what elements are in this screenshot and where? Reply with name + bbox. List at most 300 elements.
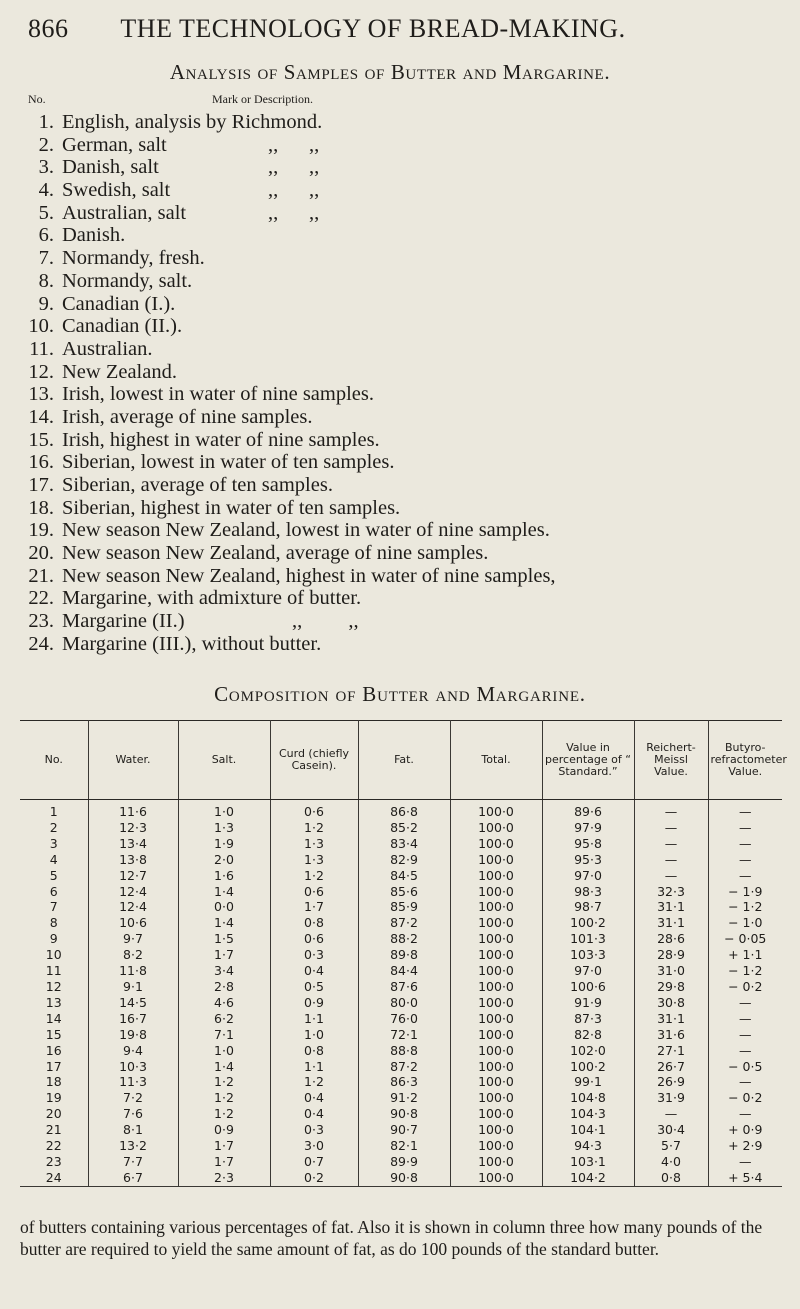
sample-list-item <box>20 542 780 565</box>
table-cell: 0·4 <box>270 1106 358 1122</box>
sample-list <box>20 111 780 656</box>
table-cell: 2·8 <box>178 979 270 995</box>
table-cell: — <box>739 1153 752 1169</box>
sample-description: Canadian (I.). <box>62 292 176 315</box>
table-cell: 4·6 <box>178 995 270 1011</box>
column-header: Butyro-refractometer Value. <box>708 721 782 800</box>
table-cell: 1·7 <box>270 899 358 915</box>
table-cell: 10·3 <box>88 1059 178 1075</box>
table-header-row <box>20 721 782 800</box>
table-cell: 100·0 <box>450 1011 542 1027</box>
table-cell: 0·6 <box>270 884 358 900</box>
table-cell: 1·9 <box>178 836 270 852</box>
table-cell: 1·6 <box>178 868 270 884</box>
sample-list-item <box>20 406 780 429</box>
table-row <box>20 868 782 884</box>
table-cell: 11 <box>20 963 88 979</box>
table-cell: 100·0 <box>450 899 542 915</box>
table-cell: 5·7 <box>634 1138 708 1154</box>
table-cell: 7·2 <box>88 1090 178 1106</box>
sample-number: 11. <box>29 337 54 360</box>
table-cell: 21 <box>20 1122 88 1138</box>
table-cell: 12 <box>20 979 88 995</box>
column-header: Water. <box>88 721 178 800</box>
table-cell: 82·1 <box>358 1138 450 1154</box>
table-cell: 2·0 <box>178 852 270 868</box>
table-row <box>20 1011 782 1027</box>
table-row <box>20 836 782 852</box>
sample-list-item <box>20 519 780 542</box>
sample-number: 22. <box>28 587 54 610</box>
table-cell: 91·2 <box>358 1090 450 1106</box>
table-cell: 83·4 <box>358 836 450 852</box>
sample-number: 24. <box>28 632 54 655</box>
table-cell: 7·7 <box>88 1154 178 1170</box>
ditto-marks: ,, ,, <box>268 156 320 179</box>
table-cell: 9·1 <box>88 979 178 995</box>
sample-description: Margarine (II.) <box>62 610 185 633</box>
sample-description: New season New Zealand, highest in water of nine samples, <box>62 564 556 587</box>
table-cell: 100·0 <box>450 1043 542 1059</box>
table-cell: 6·7 <box>88 1170 178 1186</box>
sample-description: Irish, lowest in water of nine samples. <box>62 383 374 406</box>
page-number: 866 <box>28 14 69 43</box>
table-cell: 12·4 <box>88 884 178 900</box>
table-cell: — <box>739 851 752 867</box>
table-cell: 9 <box>20 931 88 947</box>
table-cell: 9·7 <box>88 931 178 947</box>
sample-description: English, analysis by Richmond. <box>62 111 323 133</box>
table-cell: 8·1 <box>88 1122 178 1138</box>
table-cell: 29·8 <box>634 979 708 995</box>
sample-list-item <box>20 179 780 202</box>
footer-paragraph: of butters containing various percentages of fat. Also it is shown in column three how many pounds of the butter are required to yield the same amount of fat, as do 100 pounds of the standard butter. <box>20 1217 763 1259</box>
table-cell: 76·0 <box>358 1011 450 1027</box>
table-cell: 1·0 <box>178 1043 270 1059</box>
table-cell: 31·9 <box>634 1090 708 1106</box>
table-cell: − 0·5 <box>728 1058 763 1074</box>
table-cell: 2 <box>20 820 88 836</box>
table-cell: 12·7 <box>88 868 178 884</box>
table-row <box>20 1138 782 1154</box>
table-cell: 0·3 <box>270 947 358 963</box>
sample-description: Normandy, fresh. <box>62 247 205 270</box>
table-cell: 24 <box>20 1170 88 1186</box>
table-cell: 15 <box>20 1027 88 1043</box>
table-cell: — <box>634 852 708 868</box>
table-cell: 1·7 <box>178 1154 270 1170</box>
table-cell: 101·3 <box>542 931 634 947</box>
sample-number: 14. <box>28 405 54 428</box>
sample-list-item <box>20 497 780 520</box>
table-cell: − 1·2 <box>728 899 763 915</box>
column-header: Value in percentage of “ Standard.” <box>542 721 634 800</box>
table-cell: 1·2 <box>270 820 358 836</box>
table-row <box>20 1043 782 1059</box>
table-cell: 98·7 <box>542 899 634 915</box>
table-cell: 91·9 <box>542 995 634 1011</box>
table-cell: 95·8 <box>542 836 634 852</box>
table-cell: 85·6 <box>358 884 450 900</box>
table-cell: 0·9 <box>178 1122 270 1138</box>
table-cell: 100·0 <box>450 884 542 900</box>
table-cell: + 0·9 <box>728 1122 763 1138</box>
table-cell: + 5·4 <box>708 1170 782 1186</box>
table-cell: — <box>634 868 708 884</box>
sample-number: 6. <box>38 224 54 247</box>
sample-description: Danish. <box>62 224 126 247</box>
sample-description: Australian. <box>62 337 153 360</box>
table-row <box>20 884 782 900</box>
table-cell: 0·9 <box>270 995 358 1011</box>
table-cell: 1·2 <box>178 1106 270 1122</box>
table-cell: 20 <box>20 1106 88 1122</box>
table-cell: − 1·9 <box>728 883 763 899</box>
table-cell: 12·4 <box>88 899 178 915</box>
table-cell: 19 <box>20 1090 88 1106</box>
table-cell: − 0·2 <box>728 1090 763 1106</box>
sample-number: 20. <box>28 542 54 565</box>
table-cell: — <box>739 1010 752 1026</box>
sample-number: 19. <box>28 519 54 542</box>
table-cell: 100·0 <box>450 1074 542 1090</box>
table-cell: — <box>739 819 752 835</box>
table-cell: 100·0 <box>450 915 542 931</box>
table-row <box>20 899 782 915</box>
column-header: Curd (chiefly Casein). <box>270 721 358 800</box>
table-cell: 6·2 <box>178 1011 270 1027</box>
table-cell: 80·0 <box>358 995 450 1011</box>
table-row <box>20 931 782 947</box>
table-cell: 100·0 <box>450 1154 542 1170</box>
table-cell: 16·7 <box>88 1011 178 1027</box>
table-cell: 87·6 <box>358 979 450 995</box>
table-cell: 1·4 <box>178 884 270 900</box>
table-cell: 90·7 <box>358 1122 450 1138</box>
table-row <box>20 915 782 931</box>
ditto-marks: ,, ,, <box>268 201 320 224</box>
table-cell: 19·8 <box>88 1027 178 1043</box>
table-cell: 100·0 <box>450 947 542 963</box>
table-cell: 4 <box>20 852 88 868</box>
table-cell: 31·1 <box>634 1011 708 1027</box>
sample-number: 9. <box>38 292 54 315</box>
table-cell: − 1·2 <box>728 963 763 979</box>
table-cell: 100·0 <box>450 1122 542 1138</box>
table-cell: 1·1 <box>270 1059 358 1075</box>
table-cell: — <box>739 1026 752 1042</box>
table-cell: 13·8 <box>88 852 178 868</box>
sample-list-item <box>20 202 780 225</box>
column-header: No. <box>20 721 88 800</box>
table-cell: — <box>634 836 708 852</box>
sample-list-item <box>20 383 780 406</box>
table-cell: 0·8 <box>270 1043 358 1059</box>
table-cell: 10·6 <box>88 915 178 931</box>
table-cell: — <box>634 800 708 820</box>
sample-list-item <box>20 247 780 270</box>
table-row <box>20 1154 782 1170</box>
table-cell: 104·3 <box>542 1106 634 1122</box>
table-cell: 1·7 <box>178 1138 270 1154</box>
table-cell: 0·8 <box>270 915 358 931</box>
table-cell: 95·3 <box>542 852 634 868</box>
sample-number: 13. <box>28 383 54 406</box>
table-cell: 30·4 <box>634 1122 708 1138</box>
table-cell: 100·0 <box>450 1059 542 1075</box>
table-cell: 3·4 <box>178 963 270 979</box>
sample-description: Siberian, highest in water of ten samples. <box>62 496 401 519</box>
sample-number: 2. <box>38 133 54 156</box>
sample-list-item <box>20 565 780 588</box>
table-cell: 87·2 <box>358 915 450 931</box>
table-cell: 7·1 <box>178 1027 270 1043</box>
table-cell: 100·2 <box>542 915 634 931</box>
section-title: Analysis of Samples of Butter and Margarine. <box>169 60 611 84</box>
table-cell: 100·0 <box>450 1090 542 1106</box>
table-cell: 1·0 <box>178 800 270 820</box>
table-cell: 87·2 <box>358 1059 450 1075</box>
table-cell: 1·3 <box>270 852 358 868</box>
table-cell: 17 <box>20 1059 88 1075</box>
table-cell: 84·4 <box>358 963 450 979</box>
table-cell: — <box>739 1106 752 1122</box>
table-cell: 14·5 <box>88 995 178 1011</box>
table-row <box>20 1106 782 1122</box>
sample-list-item <box>20 134 780 157</box>
table-cell: 94·3 <box>542 1138 634 1154</box>
table-cell: 30·8 <box>634 995 708 1011</box>
ditto-marks: ,, ,, <box>268 133 320 156</box>
sample-description: New Zealand. <box>62 360 177 383</box>
sample-number: 18. <box>28 496 54 519</box>
table-row <box>20 979 782 995</box>
sample-list-item <box>20 270 780 293</box>
table-cell: 2·3 <box>178 1170 270 1186</box>
table-cell: 100·0 <box>450 836 542 852</box>
table-cell: 3·0 <box>270 1138 358 1154</box>
table-cell: 1·2 <box>270 868 358 884</box>
table-row <box>20 1122 782 1138</box>
table-cell: 1·4 <box>178 915 270 931</box>
table-cell: 98·3 <box>542 884 634 900</box>
sample-list-item <box>20 587 780 610</box>
table-cell: 7 <box>20 899 88 915</box>
table-cell: 14 <box>20 1011 88 1027</box>
table-cell: 11·8 <box>88 963 178 979</box>
table-cell: 97·9 <box>542 820 634 836</box>
table-cell: + 2·9 <box>728 1138 763 1154</box>
sample-description: New season New Zealand, average of nine samples. <box>62 542 489 565</box>
table-cell: 31·0 <box>634 963 708 979</box>
sample-number: 3. <box>38 156 54 179</box>
table-cell: 0·3 <box>270 1122 358 1138</box>
sample-number: 7. <box>38 247 54 270</box>
table-cell: 90·8 <box>358 1170 450 1186</box>
composition-table <box>20 720 787 1187</box>
table-row <box>20 800 782 820</box>
table-cell: — <box>739 1074 752 1090</box>
table-cell: 104·8 <box>542 1090 634 1106</box>
table-cell: 0·8 <box>634 1170 708 1186</box>
table-cell: 89·8 <box>358 947 450 963</box>
table-cell: 23 <box>20 1154 88 1170</box>
ditto-marks: ,, ,, <box>268 179 320 202</box>
column-header: Salt. <box>178 721 270 800</box>
table-cell: 100·0 <box>450 979 542 995</box>
table-cell: 26·9 <box>634 1074 708 1090</box>
table-row <box>20 995 782 1011</box>
composition-table-wrapper <box>20 720 787 1188</box>
table-cell: 88·2 <box>358 931 450 947</box>
table-cell: 1·2 <box>178 1090 270 1106</box>
table-cell: 97·0 <box>542 963 634 979</box>
table-cell: 84·5 <box>358 868 450 884</box>
table-cell: 82·8 <box>542 1027 634 1043</box>
table-cell: 1·2 <box>270 1074 358 1090</box>
table-cell: 90·8 <box>358 1106 450 1122</box>
sample-description: Australian, salt <box>62 201 187 224</box>
table-cell: 1·4 <box>178 1059 270 1075</box>
table-cell: 0·4 <box>270 963 358 979</box>
sample-description: Margarine, with admixture of butter. <box>62 587 362 610</box>
table-cell: 12·3 <box>88 820 178 836</box>
sample-description: Canadian (II.). <box>62 315 183 338</box>
table-cell: 86·3 <box>358 1074 450 1090</box>
table-cell: 1·2 <box>178 1074 270 1090</box>
table-cell: 100·0 <box>450 1027 542 1043</box>
table-cell: 104·2 <box>542 1170 634 1186</box>
sample-list-item <box>20 610 780 633</box>
table-cell: 103·3 <box>542 947 634 963</box>
sample-number: 4. <box>38 179 54 202</box>
sample-number: 8. <box>38 269 54 292</box>
column-header: Fat. <box>358 721 450 800</box>
table-row <box>20 1059 782 1075</box>
table-cell: 16 <box>20 1043 88 1059</box>
sample-number: 5. <box>38 201 54 224</box>
ditto-marks: ,, ,, <box>292 610 359 633</box>
table-cell: 100·0 <box>450 868 542 884</box>
table-cell: 13 <box>20 995 88 1011</box>
sample-list-item <box>20 451 780 474</box>
table-cell: 7·6 <box>88 1106 178 1122</box>
table-cell: 100·0 <box>450 852 542 868</box>
table-row <box>20 947 782 963</box>
sample-description: Irish, average of nine samples. <box>62 405 313 428</box>
sample-number: 12. <box>28 360 54 383</box>
sample-number: 21. <box>28 564 54 587</box>
table-cell: 1·7 <box>178 947 270 963</box>
table-cell: 10 <box>20 947 88 963</box>
table-cell: 0·5 <box>270 979 358 995</box>
table-row <box>20 820 782 836</box>
table-cell: 85·2 <box>358 820 450 836</box>
table-cell: — <box>739 1042 752 1058</box>
table-cell: 13·4 <box>88 836 178 852</box>
sample-list-item <box>20 633 780 656</box>
table-cell: 4·0 <box>634 1154 708 1170</box>
table-cell: 1 <box>20 800 88 820</box>
table-cell: 100·0 <box>450 931 542 947</box>
table-cell: — <box>739 804 752 819</box>
table-cell: 27·1 <box>634 1043 708 1059</box>
sample-number: 17. <box>28 474 54 496</box>
table-cell: 100·6 <box>542 979 634 995</box>
sample-description: Danish, salt <box>62 156 159 179</box>
table-cell: 100·0 <box>450 963 542 979</box>
table-cell: 3 <box>20 836 88 852</box>
table-cell: 86·8 <box>358 800 450 820</box>
table-cell: 100·2 <box>542 1059 634 1075</box>
table-cell: 1·3 <box>178 820 270 836</box>
table-cell: 28·9 <box>634 947 708 963</box>
table-cell: 1·1 <box>270 1011 358 1027</box>
table-cell: 100·0 <box>450 995 542 1011</box>
sample-description: Irish, highest in water of nine samples. <box>62 428 380 451</box>
table-cell: 100·0 <box>450 1138 542 1154</box>
table-cell: 1·3 <box>270 836 358 852</box>
sample-list-item <box>20 315 780 338</box>
table-cell: − 0·2 <box>728 978 763 994</box>
table-row <box>20 1090 782 1106</box>
table-cell: 22 <box>20 1138 88 1154</box>
table-cell: 8 <box>20 915 88 931</box>
table-cell: 1·0 <box>270 1027 358 1043</box>
table-cell: — <box>634 820 708 836</box>
sample-description: German, salt <box>62 133 167 156</box>
sample-list-item <box>20 156 780 179</box>
table-cell: 89·9 <box>358 1154 450 1170</box>
table-cell: 13·2 <box>88 1138 178 1154</box>
table-cell: 11·6 <box>88 800 178 820</box>
table-body <box>20 800 782 1187</box>
table-cell: 8·2 <box>88 947 178 963</box>
sample-description: Margarine (III.), without butter. <box>62 632 322 655</box>
table-cell: — <box>739 835 752 851</box>
table-cell: 32·3 <box>634 884 708 900</box>
table-cell: 0·6 <box>270 931 358 947</box>
column-header: Reichert-Meissl Value. <box>634 721 708 800</box>
sample-description: New season New Zealand, lowest in water of nine samples. <box>62 519 550 542</box>
table-cell: 82·9 <box>358 852 450 868</box>
table-row <box>20 1074 782 1090</box>
table-cell: 89·6 <box>542 800 634 820</box>
table-cell: 11·3 <box>88 1074 178 1090</box>
table-cell: 0·6 <box>270 800 358 820</box>
sample-description: Siberian, average of ten samples. <box>62 474 333 496</box>
table-row <box>20 852 782 868</box>
table-row <box>20 1027 782 1043</box>
running-title: THE TECHNOLOGY OF BREAD-MAKING. <box>120 14 626 43</box>
table-cell: − 1·0 <box>728 915 763 931</box>
sample-number: 15. <box>28 428 54 451</box>
sample-number: 10. <box>28 315 54 338</box>
sample-number: 23. <box>28 610 54 633</box>
table-cell: 97·0 <box>542 868 634 884</box>
table-cell: 88·8 <box>358 1043 450 1059</box>
table-cell: 99·1 <box>542 1074 634 1090</box>
table-cell: 6 <box>20 884 88 900</box>
sample-list-item <box>20 361 780 384</box>
table-cell: 100·0 <box>450 820 542 836</box>
sample-list-item <box>20 293 780 316</box>
sample-description: Siberian, lowest in water of ten samples. <box>62 451 395 474</box>
column-header: Total. <box>450 721 542 800</box>
table-cell: 18 <box>20 1074 88 1090</box>
table-cell: 102·0 <box>542 1043 634 1059</box>
table-cell: 31·6 <box>634 1027 708 1043</box>
